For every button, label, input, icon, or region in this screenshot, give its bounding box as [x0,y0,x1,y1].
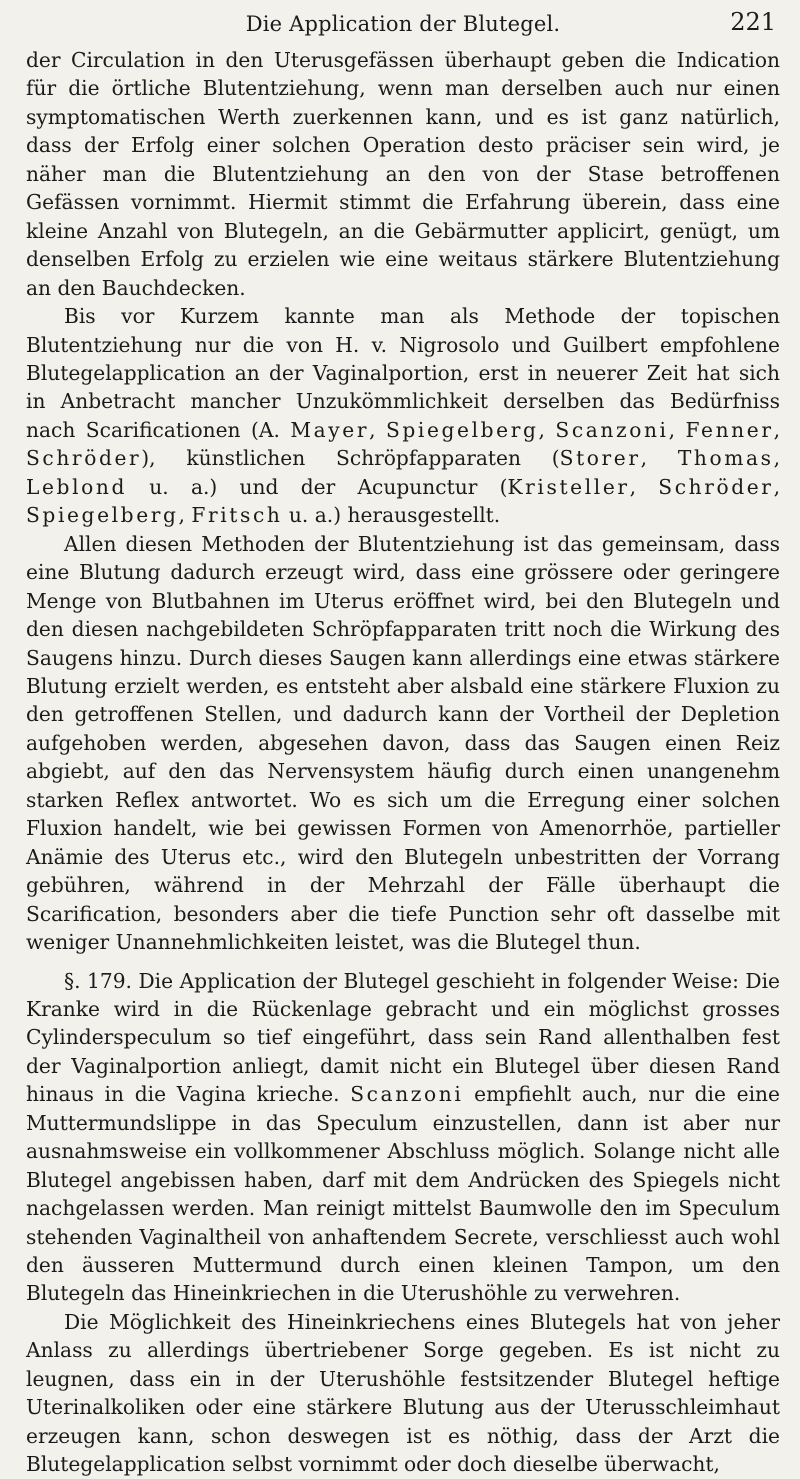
body-text [26,46,780,1479]
author-name: Schröder [26,446,142,471]
paragraph-section-179 [26,967,780,1308]
text-run: §. 179. Die Application der Blutegel geschieht in folgender Weise: Die Kranke wird in die Rückenlage gebracht und ein möglichst grosses Cylinderspeculum so tief eingeführt, dass sein Rand allenthalben fest der Vaginalportion anliegt, damit nicht ein Blutegel über diesen Rand hinaus in die Vagina krieche. [26,968,780,1107]
author-name: Scanzoni [350,1082,464,1107]
text-run: , [640,446,678,471]
paragraph-circulation [26,46,780,302]
paragraph-bleeding-methods [26,530,780,957]
text-run: der Circulation in den Uterusgefässen überhaupt geben die Indication für die örtliche Blutentziehung, wenn man derselben auch nur einen symptomatischen Werth zuerkennen kann, und es ist ganz natürlich, dass der Erfolg einer solchen Operation desto präciser sein wird, je näher man die Blutentziehung an den von der Stase betroffenen Gefässen vornimmt. Hiermit stimmt die Erfahrung überein, dass eine kleine Anzahl von Blutegeln, an die Gebärmutter applicirt, genügt, um denselben Erfolg zu erzielen wie eine weitaus stärkere Blutentziehung an den Bauchdecken. [26,48,780,300]
running-title: Die Application der Blutegel. [245,12,561,36]
text-run: , [773,474,780,499]
author-name: Leblond [26,474,128,499]
paragraph-topical-methods [26,302,780,530]
running-head [26,0,780,46]
text-run: , [773,446,780,471]
author-name: Thomas [677,446,774,471]
text-run: Allen diesen Methoden der Blutentziehung ist das gemeinsam, dass eine Blutung dadurch erzeugt wird, dass eine grössere oder geringere Menge von Blutbahnen im Uterus eröffnet wird, bei den Blutegeln und den diesen nachgebildeten Schröpfapparaten tritt noch die Wirkung des Saugens hinzu. Durch dieses Saugen kann allerdings eine etwas stärkere Blutung erzielt werden, es entsteht aber alsbald eine stärkere Fluxion zu den getroffenen Stellen, und dadurch kann der Vortheil der Depletion aufgehoben werden, abgesehen davon, dass das Saugen einen Reiz abgiebt, auf den das Nervensystem häufig durch einen unangenehm starken Reflex antwortet. Wo es sich um die Erregung einer solchen Fluxion handelt, wie bei gewissen Formen von Amenorrhöe, partieller Anämie des Uterus etc., wird den Blutegeln unbestritten der Vorrang gebühren, während in der Mehrzahl der Fälle überhaupt die Scarification, besonders aber die tiefe Punction sehr oft dasselbe mit weniger Unannehmlichkeiten leistet, was die Blutegel thun. [26,531,780,955]
author-name: Schröder [658,474,774,499]
author-name: Storer [559,446,641,471]
page-number: 221 [730,8,776,36]
author-name: Kristeller [507,474,630,499]
text-run: , [178,503,192,528]
text-run: , [538,417,556,442]
text-run: , [629,474,659,499]
author-name: Fenner [685,417,774,442]
text-run: , [773,417,780,442]
author-name: Mayer [290,417,370,442]
author-name: Scanzoni [555,417,669,442]
paragraph-creeping-leeches [26,1308,780,1479]
text-run: , [668,417,686,442]
text-run: , [369,417,386,442]
author-name: Spiegelberg [26,503,179,528]
text-run: Bis vor Kurzem kannte man als Methode der topischen Blutentziehung nur die von H. v. Nigrosolo und Guilbert empfohlene Blutegelapplication an der Vaginalportion, erst in neuerer Zeit hat sich in Anbetracht mancher Unzukömmlichkeit derselben das Bedürfniss nach Scarificationen (A. [26,304,780,442]
author-name: Spiegelberg [385,417,539,442]
text-run: u. a.) und der Acupunctur ( [127,474,508,499]
text-run: u. a.) herausgestellt. [282,503,501,528]
text-run: empfiehlt auch, nur die eine Muttermundslippe in das Speculum einzustellen, dann ist aber nur ausnahmsweise ein vollkommener Abschluss möglich. Solange nicht alle Blutegel angebissen haben, darf mit dem Andrücken des Spiegels nicht nachgelassen werden. Man reinigt mittelst Baumwolle den im Speculum stehenden Vaginaltheil von anhaftendem Secrete, verschliesst auch wohl den äusseren Muttermund durch einen kleinen Tampon, um den Blutegeln das Hineinkriechen in die Uterushöhle zu verwehren. [26,1082,780,1306]
author-name: Fritsch [191,503,283,528]
text-run: ), künstlichen Schröpfapparaten ( [141,446,560,471]
text-run: Die Möglichkeit des Hineinkriechens eines Blutegels hat von jeher Anlass zu allerdings übertriebener Sorge gegeben. Es ist nicht zu leugnen, dass ein in der Uterushöhle festsitzender Blutegel heftige Uterinalkoliken oder eine stärkere Blutung aus der Uterusschleimhaut erzeugen kann, schon deswegen ist es nöthig, dass der Arzt die Blutegelapplication selbst vornimmt oder doch dieselbe überwacht, [26,1309,780,1477]
